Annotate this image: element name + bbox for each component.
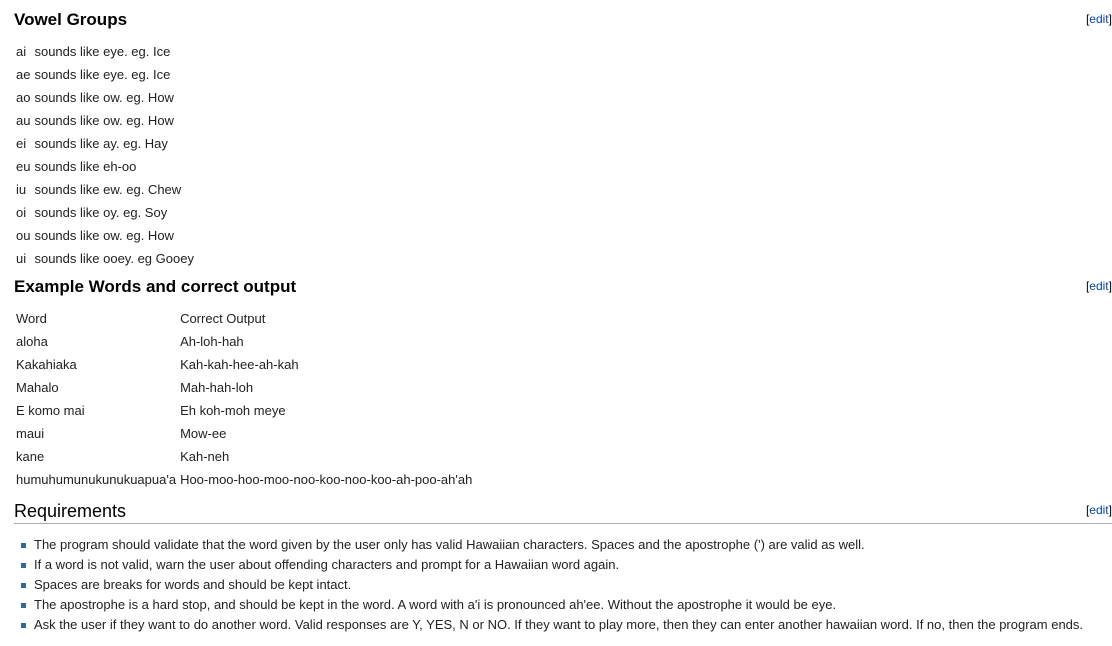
bullet-icon [21,623,26,628]
requirement-item [14,535,1112,555]
example-output: Kah-neh [180,449,230,464]
vowel-groups-header [14,7,1112,33]
bullet-icon [21,563,26,568]
example-word: kane [16,449,45,464]
vowel-key: iu [16,182,27,197]
examples-edit-link[interactable]: edit [1089,279,1109,293]
example-word: Mahalo [16,380,59,395]
vowel-row [14,201,196,224]
vowel-groups-edit-link[interactable]: edit [1089,12,1109,26]
requirements-section [14,498,1112,524]
vowel-key: ou [16,228,31,243]
example-word: maui [16,426,45,441]
vowel-groups-table [14,40,196,270]
example-row [14,376,474,399]
vowel-groups-heading: Vowel Groups [14,10,128,29]
vowel-row [14,247,196,270]
vowel-key: ae [16,67,31,82]
vowel-key: ei [16,136,27,151]
requirements-list [14,535,1112,635]
example-output: Mow-ee [180,426,227,441]
example-word: E komo mai [16,403,85,418]
example-output: Kah-kah-hee-ah-kah [180,357,299,372]
requirement-item [14,595,1112,615]
vowel-row [14,86,196,109]
example-word: humuhumunukunukuapua'a [16,472,177,487]
vowel-description: sounds like ay. eg. Hay [34,136,168,151]
bullet-icon [21,603,26,608]
vowel-row [14,40,196,63]
examples-table [14,307,474,491]
vowel-key: ao [16,90,31,105]
vowel-row [14,132,196,155]
example-word: aloha [16,334,48,349]
vowel-key: eu [16,159,31,174]
vowel-description: sounds like eh-oo [34,159,137,174]
vowel-key: oi [16,205,27,220]
example-word: Kakahiaka [16,357,77,372]
example-output: Eh koh-moh meye [180,403,286,418]
column-header-word: Word [16,311,47,326]
requirement-item [14,575,1112,595]
requirement-item [14,615,1112,635]
example-row [14,399,474,422]
vowel-description: sounds like ow. eg. How [34,113,174,128]
vowel-row [14,155,196,178]
examples-section [14,274,1112,300]
vowel-key: ui [16,251,27,266]
vowel-groups-table-body [14,40,196,270]
vowel-row [14,224,196,247]
example-output: Ah-loh-hah [180,334,244,349]
column-header-output: Correct Output [180,311,266,326]
vowel-description: sounds like eye. eg. Ice [34,67,171,82]
example-row [14,468,474,491]
requirements-heading: Requirements [14,501,127,521]
examples-heading: Example Words and correct output [14,277,297,296]
requirement-text: Spaces are breaks for words and should be kept intact. [34,577,352,592]
vowel-description: sounds like ow. eg. How [34,228,174,243]
example-row [14,330,474,353]
example-row [14,445,474,468]
requirement-text: Ask the user if they want to do another word. Valid responses are Y, YES, N or NO. If they want to play more, then they can enter another hawaiian word. If no, then the program ends. [34,617,1084,632]
requirement-text: The apostrophe is a hard stop, and should be kept in the word. A word with a'i is pronounced ah'ee. Without the apostrophe it would be eye. [34,597,837,612]
example-row [14,422,474,445]
bullet-icon [21,583,26,588]
requirements-divider [14,523,1112,524]
vowel-row [14,109,196,132]
requirements-edit: [edit] [1085,503,1112,517]
vowel-description: sounds like eye. eg. Ice [34,44,171,59]
vowel-groups-section [14,7,1112,33]
requirement-item [14,555,1112,575]
vowel-description: sounds like ew. eg. Chew [34,182,182,197]
requirement-text: The program should validate that the word given by the user only has valid Hawaiian characters. Spaces and the apostrophe (') are valid as well. [34,537,865,552]
examples-header-row [14,307,474,330]
vowel-description: sounds like oy. eg. Soy [34,205,168,220]
example-output: Hoo-moo-hoo-moo-noo-koo-noo-koo-ah-poo-ah'ah [180,472,473,487]
vowel-description: sounds like ow. eg. How [34,90,174,105]
examples-table-body [14,307,474,491]
vowel-key: au [16,113,31,128]
requirements-edit-link[interactable]: edit [1089,503,1109,517]
requirement-text: If a word is not valid, warn the user about offending characters and prompt for a Hawaiian word again. [34,557,620,572]
requirements-header [14,498,1112,524]
examples-header [14,274,1112,300]
bullet-icon [21,543,26,548]
vowel-key: ai [16,44,27,59]
vowel-row [14,178,196,201]
examples-edit: [edit] [1085,279,1112,293]
vowel-groups-edit: [edit] [1085,12,1112,26]
example-row [14,353,474,376]
vowel-description: sounds like ooey. eg Gooey [34,251,194,266]
vowel-row [14,63,196,86]
example-output: Mah-hah-loh [180,380,254,395]
